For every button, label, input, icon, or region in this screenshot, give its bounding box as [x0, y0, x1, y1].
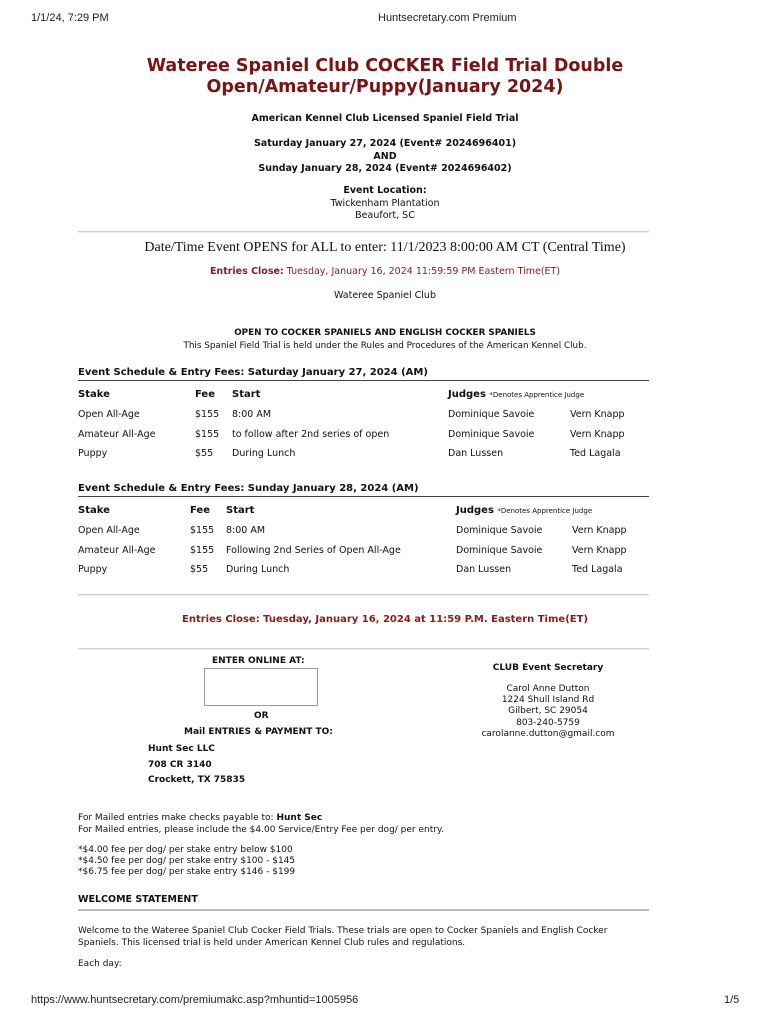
sun-row2-stake: Amateur All-Age [78, 545, 156, 556]
event-location [0, 185, 770, 223]
sat-row2-stake: Amateur All-Age [78, 429, 156, 440]
event-subtitle: American Kennel Club Licensed Spaniel Field Trial [251, 113, 519, 124]
sun-row1-fee: $155 [190, 525, 215, 536]
secretary-name: Carol Anne Dutton [506, 684, 590, 694]
sun-row3-stake: Puppy [78, 564, 108, 575]
mail-city: Crockett, TX 75835 [148, 775, 246, 785]
fee-schedule [78, 845, 295, 879]
col-fee: Fee [190, 505, 210, 516]
welcome-line2: Spaniels. This licensed trial is held under American Kennel Club rules and regulations. [78, 937, 466, 948]
welcome-heading: WELCOME STATEMENT [78, 894, 198, 905]
entries-close-value: Tuesday, January 16, 2024 11:59:59 PM Eastern Time(ET) [286, 266, 561, 277]
sun-row3-start: During Lunch [226, 564, 290, 575]
sat-row1-judge2: Vern Knapp [570, 409, 625, 420]
fee-tier-2: *$4.50 fee per dog/ per stake entry $100 - $145 [78, 856, 296, 867]
sat-row2-judge1: Dominique Savoie [448, 429, 535, 440]
schedule-sat-heading: Event Schedule & Entry Fees: Saturday January 27, 2024 (AM) [78, 367, 428, 378]
mail-street: 708 CR 3140 [148, 759, 212, 770]
fee-tier-1: *$4.00 fee per dog/ per stake entry below $100 [78, 845, 293, 855]
checks-payee: Hunt Sec [276, 813, 323, 823]
sat-row2-judge2: Vern Knapp [570, 429, 625, 440]
col-judges [456, 505, 592, 516]
welcome-rule [78, 909, 649, 911]
online-entry-label: ENTER ONLINE AT: [212, 656, 305, 666]
event-title [110, 56, 660, 98]
sun-row3-judge2: Ted Lagala [572, 564, 623, 575]
print-page-number: 1/5 [724, 994, 740, 1006]
location-label: Event Location: [343, 185, 427, 196]
col-judges [448, 389, 584, 400]
checks-payable-line [78, 813, 444, 825]
sun-row1-judge1: Dominique Savoie [456, 525, 543, 536]
location-city: Beaufort, SC [355, 210, 415, 221]
event-date-sun: Sunday January 28, 2024 (Event# 2024696402) [258, 163, 512, 174]
print-page-title: Huntsecretary.com Premium [378, 12, 517, 24]
entries-close-line [0, 266, 770, 277]
secretary-street: 1224 Shull Island Rd [501, 695, 595, 706]
sat-row1-start: 8:00 AM [232, 409, 272, 420]
schedule-sun-rule [78, 496, 649, 497]
print-url: https://www.huntsecretary.com/premiumakc.asp?mhuntid=1005956 [31, 994, 359, 1006]
mail-name: Hunt Sec LLC [148, 744, 215, 754]
sat-row1-judge1: Dominique Savoie [448, 409, 535, 420]
location-name: Twickenham Plantation [330, 197, 440, 209]
event-title-line1: Wateree Spaniel Club COCKER Field Trial Double [146, 56, 624, 76]
sun-row2-fee: $155 [190, 545, 215, 556]
sat-row3-stake: Puppy [78, 448, 108, 459]
sat-row3-start: During Lunch [232, 448, 296, 459]
col-start: Start [226, 505, 255, 516]
each-day-label: Each day: [78, 959, 122, 969]
sun-row3-fee: $55 [190, 564, 209, 575]
checks-prefix: For Mailed entries make checks payable to: [78, 813, 274, 823]
secretary-city: Gilbert, SC 29054 [508, 706, 588, 717]
entries-close-banner: Entries Close: Tuesday, January 16, 2024 at 11:59 P.M. Eastern Time(ET) [182, 614, 588, 625]
divider [78, 594, 649, 596]
sun-row1-stake: Open All-Age [78, 525, 140, 536]
sun-row3-judge1: Dan Lussen [456, 564, 512, 575]
sat-row1-stake: Open All-Age [78, 409, 140, 420]
mail-address [148, 742, 245, 789]
sun-row1-start: 8:00 AM [226, 525, 266, 536]
event-title-line2: Open/Amateur/Puppy(January 2024) [206, 77, 564, 97]
sat-row3-judge1: Dan Lussen [448, 448, 504, 459]
schedule-sat-rule [78, 380, 649, 381]
payment-instructions [78, 813, 444, 836]
secretary-email[interactable]: carolanne.dutton@gmail.com [481, 728, 615, 739]
sun-row2-start: Following 2nd Series of Open All-Age [226, 545, 401, 556]
event-dates [0, 138, 770, 176]
col-start: Start [232, 389, 261, 400]
sun-row1-judge2: Vern Knapp [572, 525, 627, 536]
col-judges-label: Judges [456, 505, 494, 516]
col-stake: Stake [78, 505, 110, 516]
secretary-phone: 803-240-5759 [516, 717, 580, 728]
club-name: Wateree Spaniel Club [334, 290, 436, 301]
mail-entries-label: Mail ENTRIES & PAYMENT TO: [184, 727, 333, 737]
sat-row3-fee: $55 [195, 448, 214, 459]
club-secretary-contact [443, 684, 653, 740]
col-stake: Stake [78, 389, 110, 400]
fee-tier-3: *$6.75 fee per dog/ per stake entry $146 - $199 [78, 867, 296, 878]
sat-row2-start: to follow after 2nd series of open [232, 429, 390, 440]
club-secretary-label: CLUB Event Secretary [492, 663, 604, 673]
event-date-and: AND [373, 150, 397, 162]
sat-row3-judge2: Ted Lagala [570, 448, 621, 459]
service-fee-line: For Mailed entries, please include the $4.00 Service/Entry Fee per dog/ per entry. [78, 824, 444, 835]
open-to-statement: OPEN TO COCKER SPANIELS AND ENGLISH COCKER SPANIELS [234, 328, 536, 338]
divider [78, 231, 649, 233]
event-date-sat: Saturday January 27, 2024 (Event# 2024696401) [253, 138, 517, 149]
rules-note: This Spaniel Field Trial is held under the Rules and Procedures of the American Kennel Club. [183, 341, 587, 351]
schedule-sun-heading: Event Schedule & Entry Fees: Sunday January 28, 2024 (AM) [78, 483, 419, 494]
sun-row2-judge2: Vern Knapp [572, 545, 627, 556]
sat-row1-fee: $155 [195, 409, 220, 420]
apprentice-note: *Denotes Apprentice Judge [497, 507, 593, 515]
online-entry-link-box[interactable] [204, 668, 318, 706]
apprentice-note: *Denotes Apprentice Judge [489, 391, 585, 399]
col-fee: Fee [195, 389, 215, 400]
sun-row2-judge1: Dominique Savoie [456, 545, 543, 556]
divider [78, 648, 649, 650]
col-judges-label: Judges [448, 389, 486, 400]
print-datetime: 1/1/24, 7:29 PM [31, 12, 109, 24]
sat-row2-fee: $155 [195, 429, 220, 440]
or-label: OR [254, 711, 269, 721]
opens-statement: Date/Time Event OPENS for ALL to enter: 11/1/2023 8:00:00 AM CT (Central Time) [144, 240, 626, 255]
welcome-text [78, 926, 607, 949]
entries-close-label: Entries Close: [209, 266, 284, 277]
welcome-line1: Welcome to the Wateree Spaniel Club Cocker Field Trials. These trials are open to Cocker Spaniels and English Cocker [78, 926, 608, 936]
